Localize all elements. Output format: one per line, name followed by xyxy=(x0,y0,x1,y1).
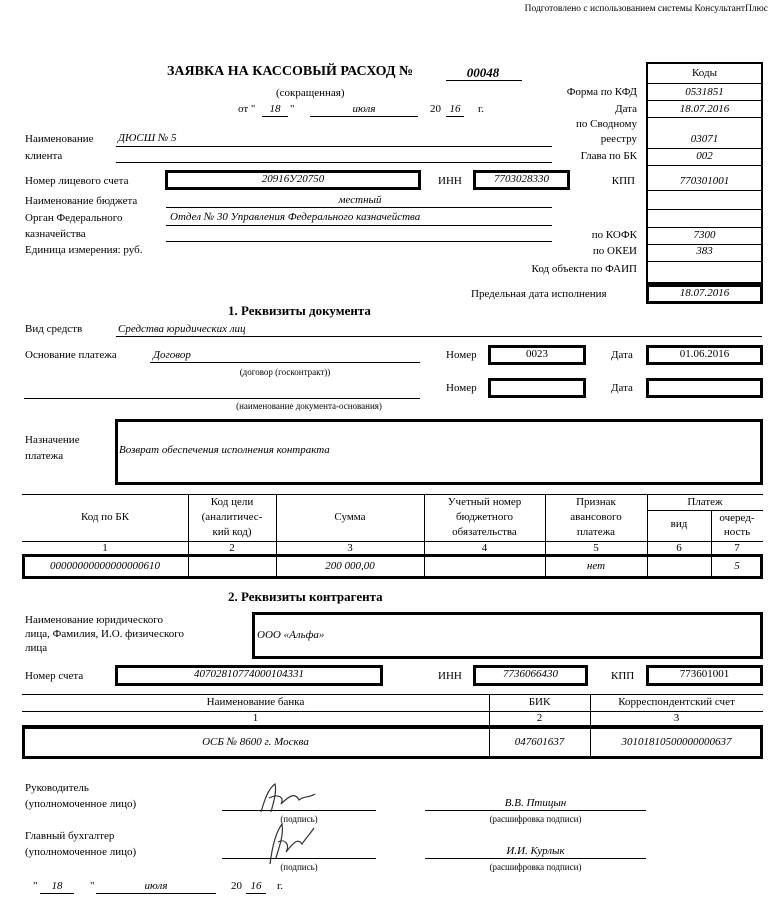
th-payment: Платеж xyxy=(687,496,723,508)
col-num: 1 xyxy=(252,712,259,724)
sign-hint: (подпись) xyxy=(280,862,318,872)
bk-label: Глава по БК xyxy=(580,150,637,162)
treasury-label-2: казначейства xyxy=(25,228,86,240)
purpose-label-1: Назначение xyxy=(25,434,80,446)
date-from: от " xyxy=(238,103,256,115)
th-bank: Наименование банка xyxy=(206,696,305,708)
sign-hint: (подпись) xyxy=(280,814,318,824)
basis-value: Договор xyxy=(153,349,191,361)
th-adv-3: платежа xyxy=(576,526,616,538)
okei-label: по ОКЕИ xyxy=(592,245,637,257)
accountant-label-2: (уполномоченное лицо) xyxy=(25,846,137,858)
decode-hint: (расшифровка подписи) xyxy=(489,814,582,824)
counterparty-label-3: лица xyxy=(25,642,48,654)
th-adv-1: Признак xyxy=(576,496,616,508)
counterparty-inn-label: ИНН xyxy=(438,670,462,682)
funds-value: Средства юридических лиц xyxy=(118,323,246,335)
th-goal-1: Код цели xyxy=(210,496,254,508)
accountant-signature-image xyxy=(262,818,322,868)
doc-number: 00048 xyxy=(466,65,500,80)
date-day: 18 xyxy=(269,103,281,115)
bottom-date-year: 16 xyxy=(250,880,262,892)
faip-label: Код объекта по ФАИП xyxy=(531,263,637,275)
counterparty-account-label: Номер счета xyxy=(25,670,84,682)
row-sum: 200 000,00 xyxy=(325,560,375,572)
th-order-1: очеред- xyxy=(719,512,755,524)
client-name-label-1: Наименование xyxy=(25,133,94,145)
counterparty-kpp-label: КПП xyxy=(611,670,635,682)
th-order-2: ность xyxy=(723,526,751,538)
th-goal-2: (аналитичес- xyxy=(201,511,263,523)
number2-field[interactable] xyxy=(488,378,586,398)
budget-label: Наименование бюджета xyxy=(25,195,138,207)
bottom-date-month: июля xyxy=(144,880,168,892)
row-advance: нет xyxy=(586,560,606,572)
date-code-label: Дата xyxy=(615,103,637,115)
counterparty-label-1: Наименование юридического xyxy=(25,614,163,626)
kpp-code: 770301001 xyxy=(679,175,730,187)
bank-corr: 30101810500000000637 xyxy=(621,736,732,748)
doc-hint: (наименование документа-основания) xyxy=(236,401,382,411)
budget-value: местный xyxy=(338,194,382,206)
number-label: Номер xyxy=(446,349,477,361)
row-order: 5 xyxy=(734,560,740,572)
date-quote: " xyxy=(290,103,295,115)
bk-code: 002 xyxy=(696,150,713,162)
kofk-code: 7300 xyxy=(693,229,716,241)
number-value: 0023 xyxy=(526,348,548,360)
inn-label: ИНН xyxy=(438,175,462,187)
head-name: В.В. Птицын xyxy=(504,797,567,809)
kfd-label: Форма по КФД xyxy=(566,86,637,98)
page-title: ЗАЯВКА НА КАССОВЫЙ РАСХОД № xyxy=(167,64,414,79)
counterparty-account: 40702810774000104331 xyxy=(194,668,304,680)
account-value: 20916У20750 xyxy=(261,173,325,185)
th-bk: Код по БК xyxy=(80,511,130,523)
col-num: 7 xyxy=(734,542,740,554)
deadline-value: 18.07.2016 xyxy=(679,287,730,299)
account-label: Номер лицевого счета xyxy=(25,175,129,187)
kpp-label: КПП xyxy=(611,175,635,187)
th-kind: вид xyxy=(670,518,688,530)
counterparty-name: ООО «Альфа» xyxy=(257,629,325,641)
date-value: 01.06.2016 xyxy=(679,348,730,360)
date-code: 18.07.2016 xyxy=(679,103,730,115)
col-num: 2 xyxy=(229,542,235,554)
th-reg-2: бюджетного xyxy=(455,511,514,523)
th-bik: БИК xyxy=(528,696,551,708)
bottom-date-day: 18 xyxy=(51,880,63,892)
col-num: 3 xyxy=(673,712,680,724)
col-num: 2 xyxy=(536,712,543,724)
treasury-value: Отдел № 30 Управления Федерального казначейства xyxy=(170,211,421,223)
bottom-date-year-prefix: 20 xyxy=(231,880,242,892)
th-goal-3: кий код) xyxy=(212,526,252,538)
th-adv-2: авансового xyxy=(570,511,622,523)
purpose-value: Возврат обеспечения исполнения контракта xyxy=(119,444,330,456)
section2-title: 2. Реквизиты контрагента xyxy=(228,589,383,604)
registry-label-2: реестру xyxy=(600,133,637,145)
counterparty-inn: 7736066430 xyxy=(503,668,558,680)
head-signature-image xyxy=(255,778,325,818)
basis-hint: (договор (госконтракт)) xyxy=(239,367,331,377)
section1-title: 1. Реквизиты документа xyxy=(228,303,371,318)
date2-field[interactable] xyxy=(646,378,763,398)
col-num: 1 xyxy=(102,542,108,554)
accountant-name: И.И. Курлык xyxy=(506,845,565,857)
head-label-1: Руководитель xyxy=(25,782,89,794)
codes-header: Коды xyxy=(692,67,717,79)
col-num: 3 xyxy=(347,542,353,554)
deadline-label: Предельная дата исполнения xyxy=(471,288,607,300)
th-reg-1: Учетный номер xyxy=(447,496,522,508)
th-sum: Сумма xyxy=(334,511,366,523)
bank-name: ОСБ № 8600 г. Москва xyxy=(202,736,309,748)
basis-label: Основание платежа xyxy=(25,349,117,361)
inn-value: 7703028330 xyxy=(494,173,549,185)
date-label: Дата xyxy=(611,349,633,361)
col-num: 5 xyxy=(593,542,599,554)
bottom-date-quote: " xyxy=(33,880,38,892)
th-reg-3: обязательства xyxy=(452,526,517,538)
bottom-date-quote: " xyxy=(90,880,95,892)
unit-label: Единица измерения: руб. xyxy=(25,244,143,256)
head-label-2: (уполномоченное лицо) xyxy=(25,798,137,810)
date-month: июля xyxy=(352,103,376,115)
col-num: 6 xyxy=(676,542,682,554)
client-name: ДЮСШ № 5 xyxy=(118,132,177,144)
counterparty-label-2: лица, Фамилия, И.О. физического xyxy=(25,628,184,640)
th-corr: Корреспондентский счет xyxy=(618,696,735,708)
counterparty-kpp: 773601001 xyxy=(679,668,730,680)
okei-code: 383 xyxy=(696,245,713,257)
decode-hint: (расшифровка подписи) xyxy=(489,862,582,872)
col-num: 4 xyxy=(481,542,488,554)
subtitle: (сокращенная) xyxy=(276,87,345,99)
row-bk: 00000000000000000610 xyxy=(50,560,160,572)
date-year: 16 xyxy=(449,103,461,115)
treasury-label-1: Орган Федерального xyxy=(25,212,123,224)
kofk-label: по КОФК xyxy=(591,229,637,241)
date2-label: Дата xyxy=(611,382,633,394)
header-note: Подготовлено с использованием системы КонсультантПлюс xyxy=(524,4,768,14)
kfd-code: 0531851 xyxy=(685,86,724,98)
funds-label: Вид средств xyxy=(25,323,83,335)
purpose-label-2: платежа xyxy=(25,450,64,462)
bottom-date-g: г. xyxy=(277,880,284,892)
number2-label: Номер xyxy=(446,382,477,394)
accountant-label-1: Главный бухгалтер xyxy=(25,830,115,842)
registry-code: 03071 xyxy=(690,133,719,145)
date-year-prefix: 20 xyxy=(430,103,441,115)
bank-bik: 047601637 xyxy=(514,736,565,748)
client-name-label-2: клиента xyxy=(25,150,63,162)
date-g: г. xyxy=(478,103,485,115)
registry-label-1: по Сводному xyxy=(575,118,637,130)
